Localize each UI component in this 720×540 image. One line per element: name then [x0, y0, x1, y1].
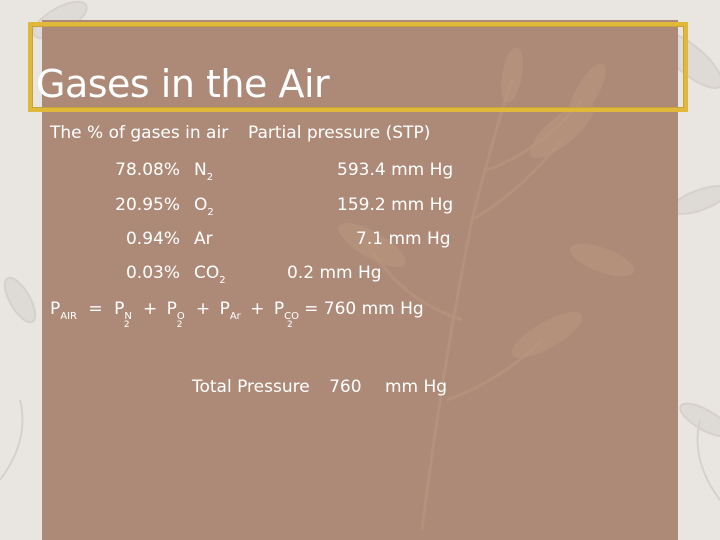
row-percent: 0.94% — [125, 229, 180, 249]
total-value: 760 — [329, 377, 362, 397]
total-pressure-line — [192, 376, 447, 398]
row-gas: $O_2$ — [194, 195, 214, 218]
row-percent: 20.95% — [115, 195, 180, 215]
row-pressure: 0.2 mm Hg — [287, 263, 382, 283]
row-percent: 0.03% — [125, 263, 180, 283]
row-pressure: 593.4 mm Hg — [337, 160, 454, 180]
row-percent: 78.08% — [115, 160, 180, 180]
header-partial-pressure: Partial pressure (STP) — [248, 123, 431, 143]
row-gas: $CO_2$ — [194, 263, 226, 286]
slide-title: Gases in the Air — [36, 62, 330, 106]
total-unit: mm Hg — [384, 377, 448, 397]
row-gas: $N_2$ — [194, 160, 214, 183]
equation-line: $P_{AIR} = P_{N2} + P_{O2} + P_{Ar} + P_{CO2} = 760$ mm Hg — [50, 299, 424, 330]
total-label: Total Pressure — [192, 377, 310, 397]
row-gas: Ar — [194, 229, 213, 249]
header-percent: The % of gases in air — [50, 123, 229, 143]
row-pressure: 7.1 mm Hg — [356, 229, 451, 249]
row-pressure: 159.2 mm Hg — [337, 195, 454, 215]
